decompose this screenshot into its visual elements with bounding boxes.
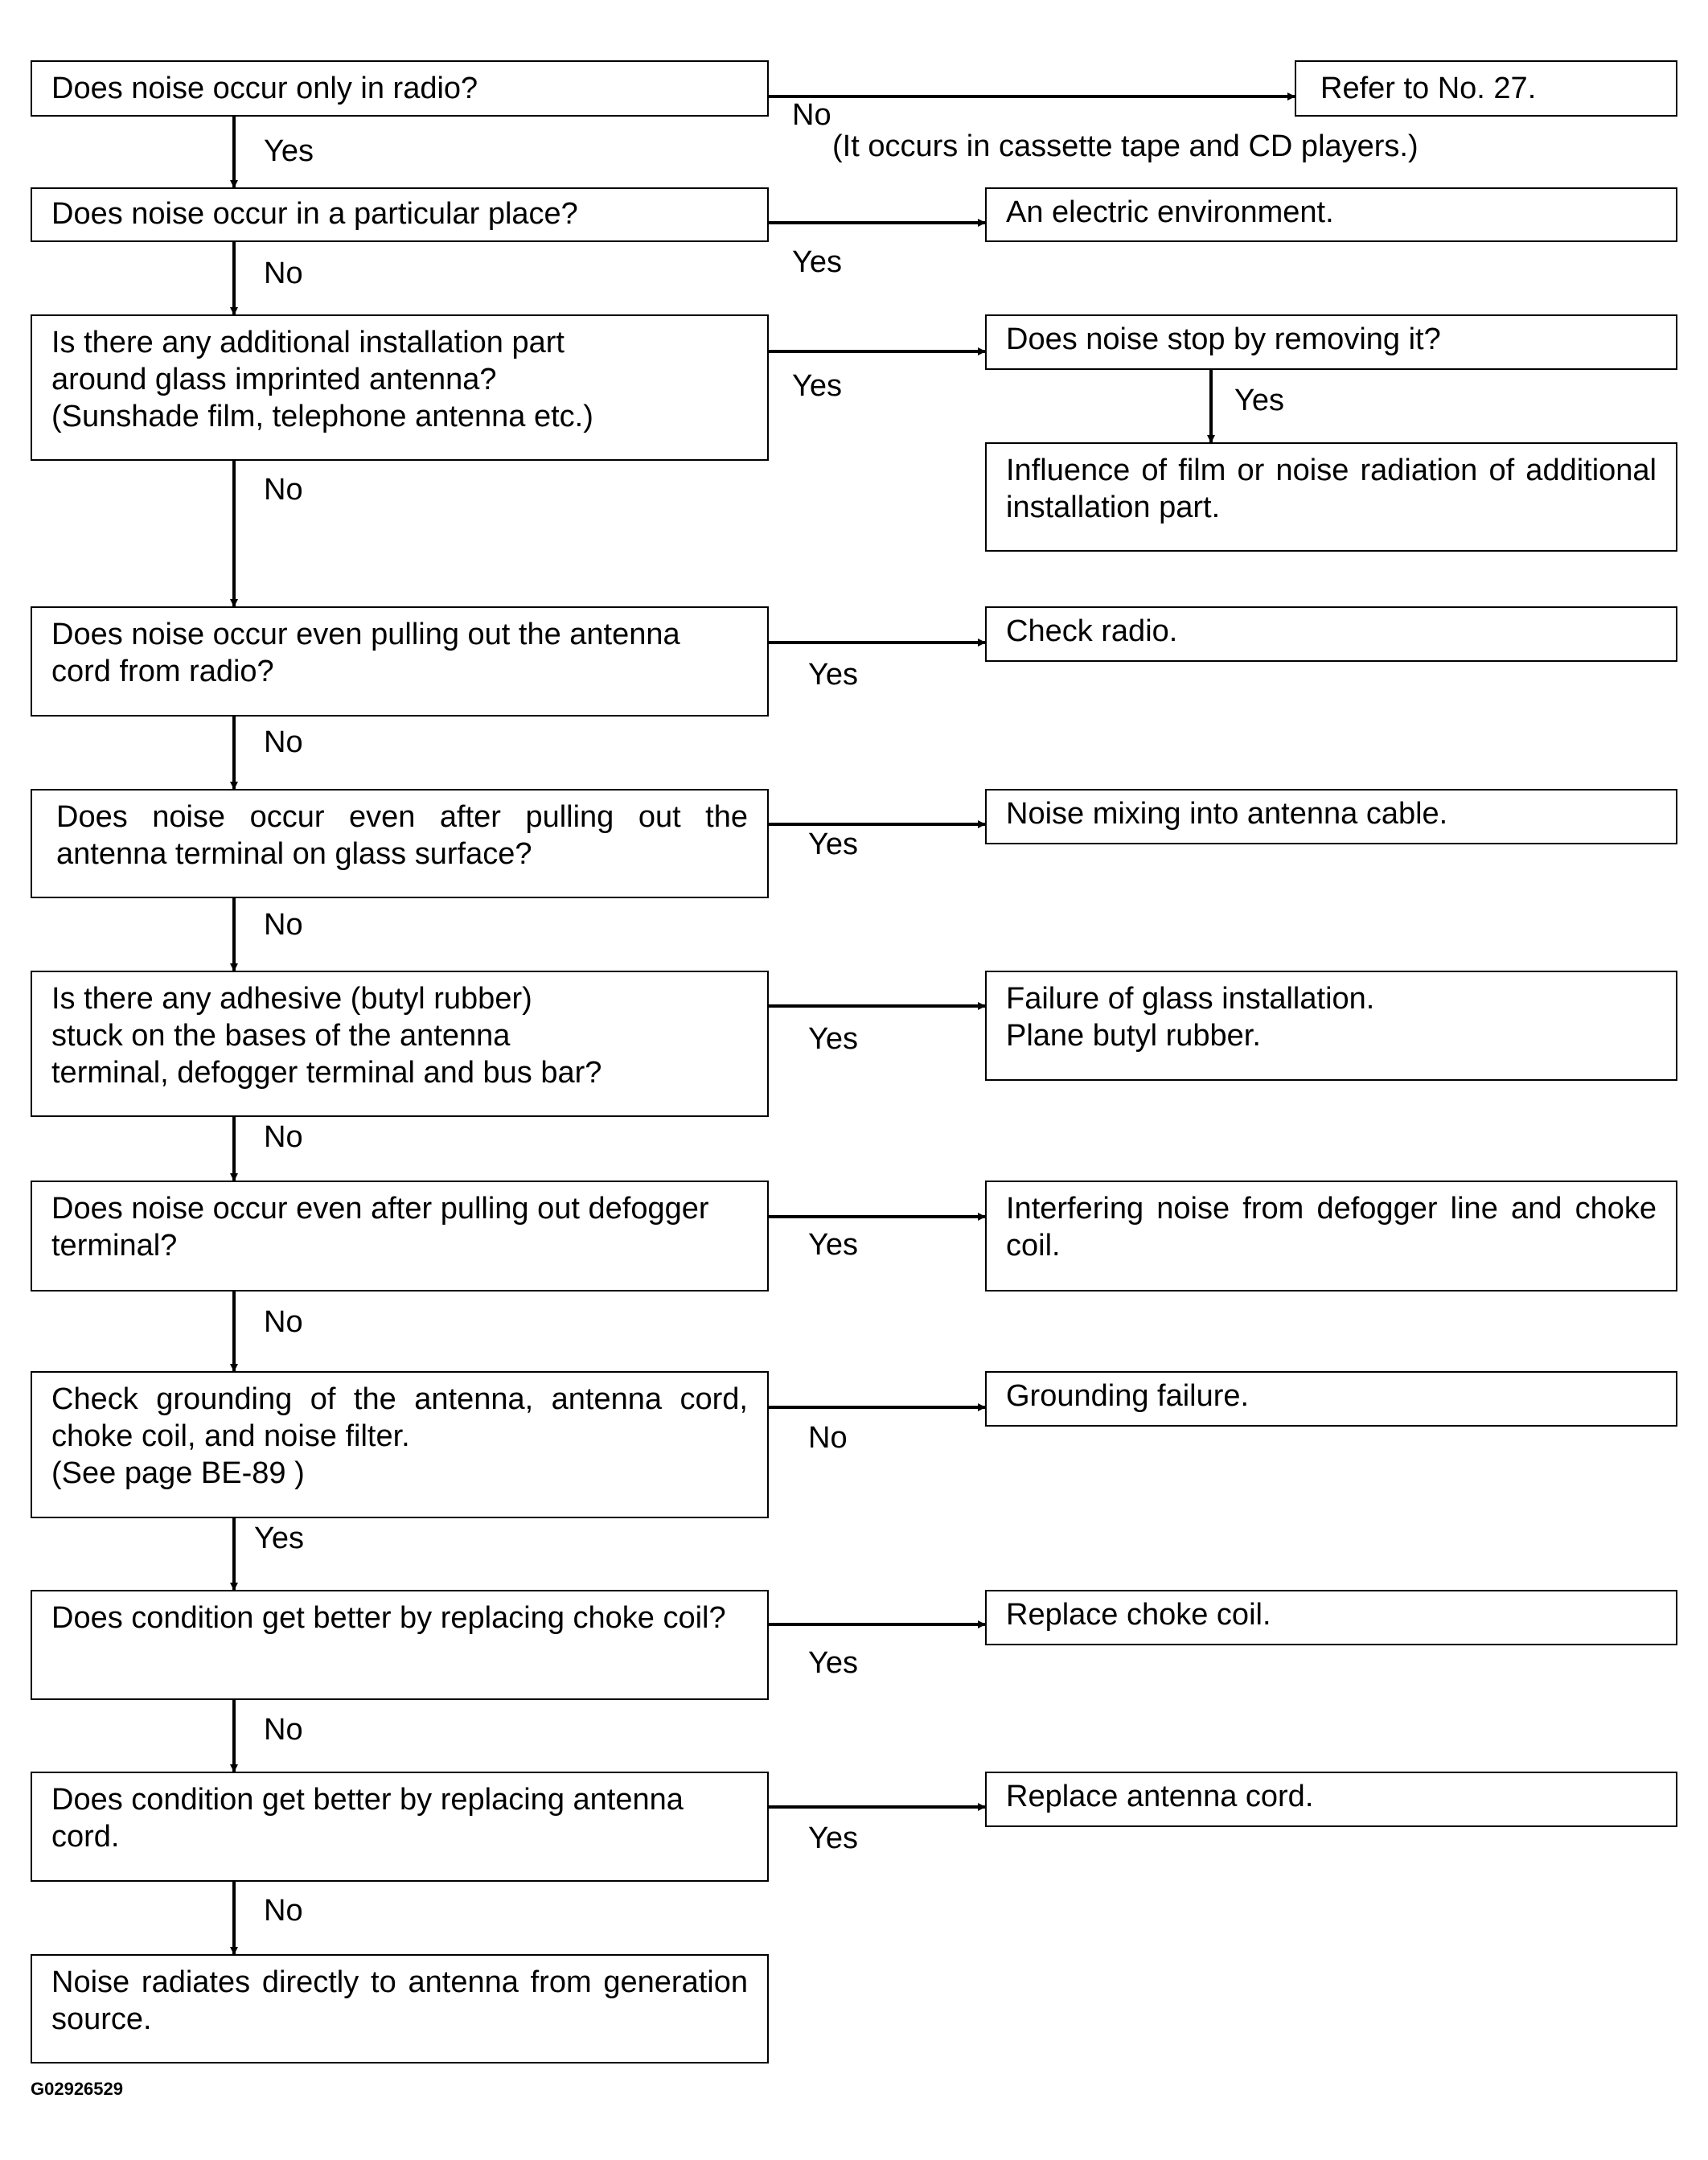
- r5-box: Noise mixing into antenna cable.: [985, 789, 1677, 844]
- q3-box: Is there any additional installation part around glass imprinted antenna? (Sunshade film, telephone antenna etc.): [31, 314, 769, 461]
- q10-box: Does condition get better by replacing antenna cord.: [31, 1772, 769, 1882]
- q4-box: Does noise occur even pulling out the antenna cord from radio?: [31, 606, 769, 717]
- label-q5-no: No: [264, 908, 303, 942]
- q2-box: Does noise occur in a particular place?: [31, 187, 769, 242]
- label-q2-yes: Yes: [792, 245, 842, 279]
- q9-box: Does condition get better by replacing choke coil?: [31, 1590, 769, 1700]
- label-q1-yes: Yes: [264, 134, 314, 168]
- r2-box: An electric environment.: [985, 187, 1677, 242]
- r7-box: Interfering noise from defogger line and choke coil.: [985, 1181, 1677, 1291]
- r3-box: Does noise stop by removing it?: [985, 314, 1677, 370]
- label-q1-no: No: [792, 98, 831, 132]
- label-q8-no: No: [808, 1421, 848, 1455]
- label-q3-yes: Yes: [792, 369, 842, 403]
- label-q7-no: No: [264, 1305, 303, 1339]
- label-q7-yes: Yes: [808, 1228, 858, 1262]
- r9-box: Replace choke coil.: [985, 1590, 1677, 1645]
- label-q2-no: No: [264, 257, 303, 290]
- label-q5-yes: Yes: [808, 827, 858, 861]
- r6-box: Failure of glass installation. Plane butyl rubber.: [985, 971, 1677, 1081]
- q5-box: Does noise occur even after pulling out the antenna terminal on glass surface?: [31, 789, 769, 898]
- label-q10-no: No: [264, 1894, 303, 1928]
- label-q4-yes: Yes: [808, 658, 858, 692]
- q7-box: Does noise occur even after pulling out defogger terminal?: [31, 1181, 769, 1291]
- final-box: Noise radiates directly to antenna from generation source.: [31, 1954, 769, 2063]
- label-q9-no: No: [264, 1713, 303, 1747]
- r4-box: Check radio.: [985, 606, 1677, 662]
- figure-id: G02926529: [31, 2079, 123, 2099]
- label-q6-yes: Yes: [808, 1022, 858, 1056]
- label-q9-yes: Yes: [808, 1646, 858, 1680]
- r1-box: Refer to No. 27.: [1295, 60, 1677, 117]
- label-q10-yes: Yes: [808, 1821, 858, 1855]
- r10-box: Replace antenna cord.: [985, 1772, 1677, 1827]
- note-q1-no: (It occurs in cassette tape and CD players.): [832, 129, 1419, 163]
- label-q8-yes: Yes: [254, 1521, 304, 1555]
- q8-box: Check grounding of the antenna, antenna cord, choke coil, and noise filter. (See page BE-89 ): [31, 1371, 769, 1518]
- label-r3-yes: Yes: [1234, 384, 1284, 417]
- label-q6-no: No: [264, 1120, 303, 1154]
- label-q4-no: No: [264, 725, 303, 759]
- r3b-box: Influence of film or noise radiation of additional installation part.: [985, 442, 1677, 552]
- q6-box: Is there any adhesive (butyl rubber) stuck on the bases of the antenna terminal, defogger terminal and bus bar?: [31, 971, 769, 1117]
- label-q3-no: No: [264, 473, 303, 507]
- q1-box: Does noise occur only in radio?: [31, 60, 769, 117]
- r8-box: Grounding failure.: [985, 1371, 1677, 1427]
